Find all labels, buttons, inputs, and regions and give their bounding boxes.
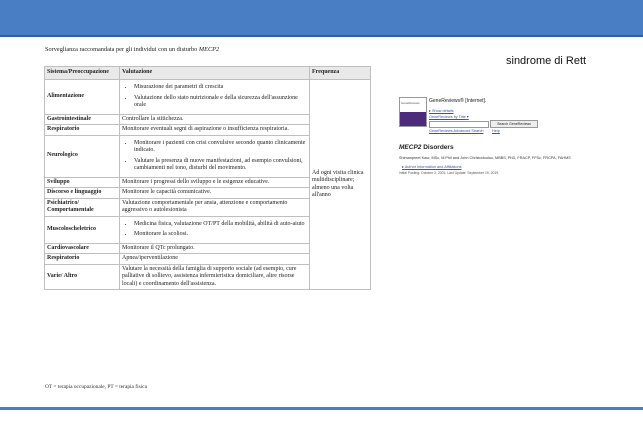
header-frequency: Frequenza [310, 67, 371, 80]
evaluation-item: • Valutare la presenza di nuove manifestazioni, ad esempio convulsioni, cambiamenti nel tono, disturbi del movimento. [134, 158, 307, 173]
row-system: Alimentazione [45, 80, 120, 115]
article-heading: MECP2 Disorders [399, 144, 454, 151]
author-affiliations-link[interactable]: ▸ Author Information and Affiliations [402, 165, 462, 169]
row-system: Respiratorio [45, 125, 120, 136]
evaluation-list [122, 221, 307, 239]
show-details-link[interactable]: ▸ Show details [429, 109, 454, 113]
evaluation-item: • Misurazione dei parametri di crescita [134, 84, 307, 92]
row-evaluation: Monitorare il QTc prolungato. [120, 243, 310, 254]
frequency-cell: Ad ogni visita clinica multidisciplinare; almeno una volta all'anno [310, 80, 371, 290]
evaluation-item: • Medicina fisica, valutazione OT/PT della mobilità, abilità di auto-aiuto [134, 221, 307, 229]
book-title: GeneReviews® [Internet]. [429, 98, 487, 104]
header-bar [0, 0, 643, 37]
row-system: Discorso e linguaggio [45, 188, 120, 199]
row-evaluation: Monitorare i progressi dello sviluppo e le esigenze educative. [120, 177, 310, 188]
evaluation-list [122, 84, 307, 110]
surveillance-table [44, 66, 371, 290]
footer-bar [0, 407, 643, 410]
search-genereviews-button[interactable]: Search GeneReviews [490, 120, 538, 128]
evaluation-item: • Monitorare i pazienti con crisi convulsive secondo quanto clinicamente indicato. [134, 140, 307, 155]
row-evaluation: Controllare la stitichezza. [120, 114, 310, 125]
header-system: Sistema/Preoccupazione [45, 67, 120, 80]
row-evaluation: Monitorare le capacità comunicative. [120, 188, 310, 199]
help-link[interactable]: Help [492, 129, 500, 133]
evaluation-item: • Monitorare la scoliosi. [134, 231, 307, 239]
thumbnail-label: GeneReviews [401, 101, 420, 105]
row-evaluation [120, 135, 310, 177]
search-input[interactable] [429, 121, 489, 128]
row-evaluation [120, 216, 310, 243]
row-evaluation: Valutazione comportamentale per ansia, attenzione e comportamento aggressivo o autolesionista [120, 198, 310, 216]
thumbnail-band [400, 112, 426, 126]
row-system: Cardiovascolare [45, 243, 120, 254]
slide-title: sindrome di Rett [506, 55, 587, 67]
by-title-link[interactable]: GeneReviews by Title ▾ [429, 115, 469, 119]
table-footnote: OT = terapia occupazionale, PT = terapia fisica [45, 384, 147, 390]
row-evaluation: Apnea/iperventilazione [120, 254, 310, 265]
book-cover-thumbnail[interactable] [399, 97, 427, 127]
publication-dates: Initial Posting: October 3, 2001; Last Update: September 19, 2019. [399, 171, 500, 175]
evaluation-item: • Valutazione dello stato nutrizionale e della sicurezza dell'assunzione orale [134, 95, 307, 110]
genereviews-panel [399, 95, 599, 185]
row-evaluation [120, 80, 310, 115]
table-caption: Sorveglianza raccomandata per gli individui con un disturbo MECP2 [45, 46, 220, 53]
header-evaluation: Valutazione [120, 67, 310, 80]
row-system: Gastrointestinale [45, 114, 120, 125]
row-system: Varie/ Altro [45, 264, 120, 290]
row-system: Neurologico [45, 135, 120, 177]
table-row [45, 80, 371, 115]
row-evaluation: Valutare la necessità della famiglia di supporto sociale (ad esempio, cure palliative di sollievo, assistenza infermieristica domiciliare, altre risorse locali) e coordinamento dell'assistenza. [120, 264, 310, 290]
row-system: Psichiatrico/ Comportamentale [45, 198, 120, 216]
row-system: Muscoloscheletrico [45, 216, 120, 243]
advanced-search-link[interactable]: GeneReviews Advanced Search [429, 129, 484, 133]
table-header-row [45, 67, 371, 80]
chevron-down-icon: ▾ [466, 115, 469, 119]
article-authors: Shimanpreet Kaur, MSc, M.Phil and John Christodoulou, MBBS, PhD, FRACP, FFSc, FRCPA, FAHMS [399, 156, 571, 160]
row-evaluation: Monitorare eventuali segni di aspirazione o insufficienza respiratoria. [120, 125, 310, 136]
row-system: Sviluppo [45, 177, 120, 188]
row-system: Respiratorio [45, 254, 120, 265]
evaluation-list [122, 140, 307, 173]
